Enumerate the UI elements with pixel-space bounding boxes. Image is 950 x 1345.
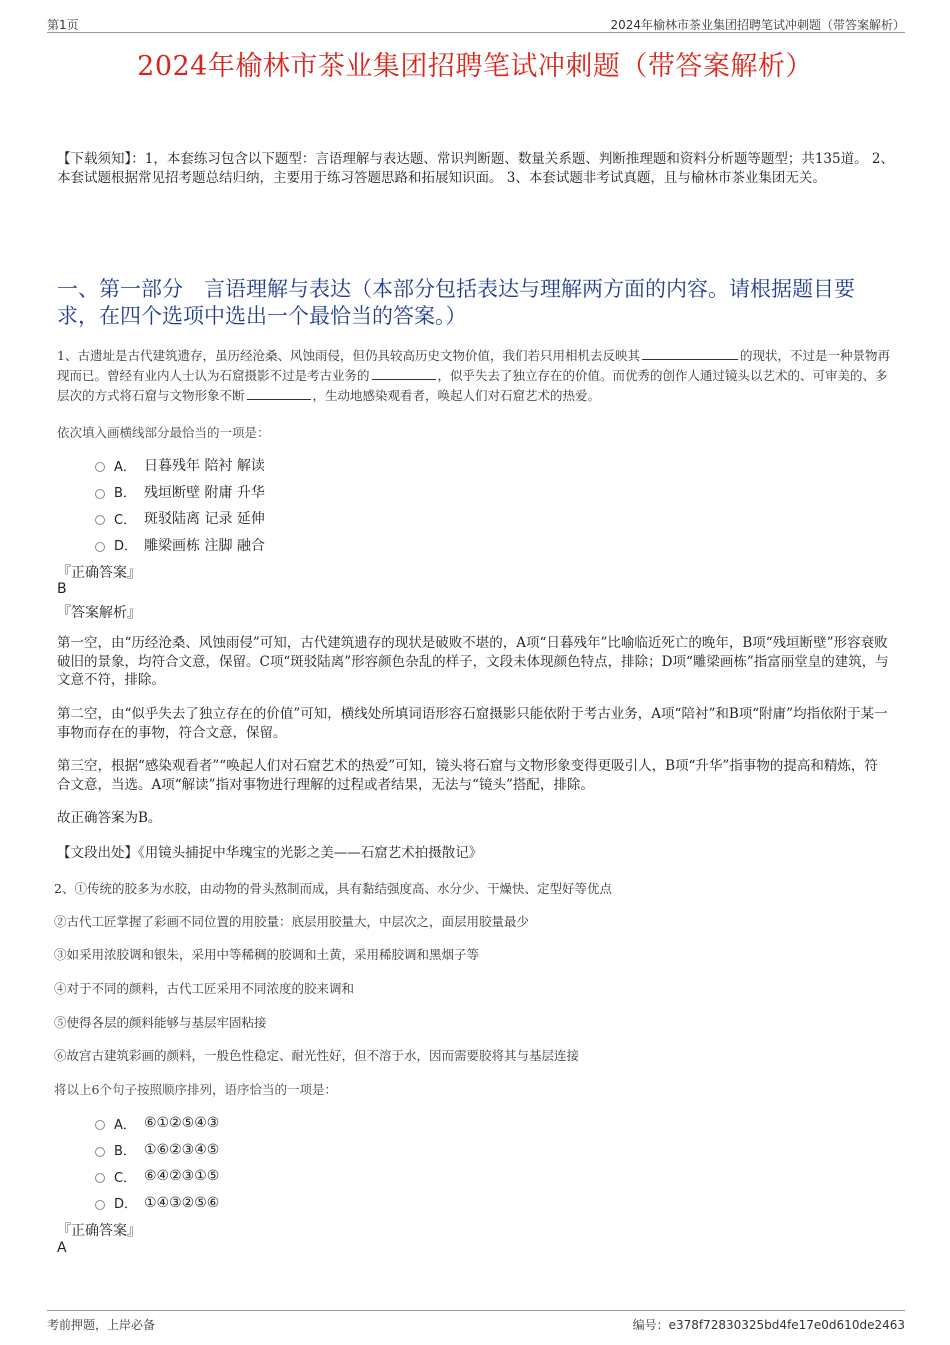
header-doc-title: 2024年榆林市茶业集团招聘笔试冲刺题（带答案解析） [610, 18, 905, 32]
option-text: 日暮残年 陪衬 解读 [144, 458, 265, 475]
question-1-text [57, 346, 890, 406]
page-number: 第1页 [47, 18, 79, 32]
radio-icon[interactable] [95, 462, 105, 472]
option-text: ⑥④②③①⑤ [144, 1168, 220, 1185]
question-1-prompt: 依次填入画横线部分最恰当的一项是： [57, 425, 270, 440]
option-text: 斑驳陆离 记录 延伸 [144, 511, 265, 528]
footer-slogan: 考前押题，上岸必备 [47, 1318, 156, 1332]
analysis-paragraph-3: 第三空，根据“感染观看者”“唤起人们对石窟艺术的热爱”可知，镜头将石窟与文物形象变得更吸引人，B项“升华”指事物的提高和精炼，符合文意，当选。A项“解读”指对事物进行理解的过程或者结果，无法与“镜头”搭配，排除。 [57, 758, 878, 793]
question-2-answer-label: 『正确答案』 [57, 1223, 141, 1239]
question-2-item-5: ⑤使得各层的颜料能够与基层牢固粘接 [54, 1015, 267, 1030]
radio-icon[interactable] [95, 1173, 105, 1183]
question-2-item-2: ②古代工匠掌握了彩画不同位置的用胶量：底层用胶量大，中层次之，面层用胶量最少 [54, 914, 530, 929]
option-letter: D． [114, 1197, 138, 1213]
section-title: 一、第一部分 言语理解与表达（本部分包括表达与理解两方面的内容。请根据题目要求，在四个选项中选出一个最恰当的答案。） [57, 277, 855, 328]
option-text: ⑥①②⑤④③ [144, 1115, 220, 1132]
page-header [47, 14, 905, 33]
question-1-text-part-b: 的现状，不过是一种景物再现而已。曾经有业内人士认为石窟摄影不过是考古业务的 [57, 348, 890, 383]
page-footer [47, 1310, 905, 1331]
question-1-text-part-d: ，生动地感染观看者，唤起人们对石窟艺术的热爱。 [312, 388, 601, 403]
question-1-options [95, 452, 265, 558]
option-letter: A． [114, 1117, 136, 1133]
download-notice: 【下载须知】：1，本套练习包含以下题型：言语理解与表达题、常识判断题、数量关系题、判断推理题和资料分析题等题型；共135道。 2、本套试题根据常见招考题总结归纳，主要用于练习答题思路和拓展知识面。 3、本套试题非考试真题，且与榆林市茶业集团无关。 [57, 151, 894, 186]
question-2-item-6: ⑥故宫古建筑彩画的颜料，一般色性稳定、耐光性好，但不溶于水，因而需要胶将其与基层连接 [54, 1048, 580, 1063]
radio-icon[interactable] [95, 489, 105, 499]
question-2-item-4: ④对于不同的颜料，古代工匠采用不同浓度的胶来调和 [54, 981, 355, 996]
document-title: 2024年榆林市茶业集团招聘笔试冲刺题（带答案解析） [137, 51, 813, 82]
option-letter: C． [114, 1170, 137, 1186]
option-letter: B． [114, 486, 136, 502]
analysis-paragraph-1: 第一空，由“历经沧桑、风蚀雨侵”可知，古代建筑遗存的现状是破败不堪的，A项“日暮残年”比喻临近死亡的晚年，B项“残垣断壁”形容衰败破旧的景象，均符合文意，保留。C项“斑驳陆离”形容颜色杂乱的样子，文段未体现颜色特点，排除；D项“雕梁画栋”指富丽堂皇的建筑，与文意不符，排除。 [57, 635, 889, 688]
option-b[interactable] [95, 479, 265, 506]
fill-blank [642, 347, 738, 360]
analysis-paragraph-2: 第二空，由“似乎失去了独立存在的价值”可知，横线处所填词语形容石窟摄影只能依附于考古业务，A项“陪衬”和B项“附庸”均指依附于某一事物而存在的事物，符合文意，保留。 [57, 706, 888, 741]
question-2-item-1: 2、①传统的胶多为水胶，由动物的骨头熬制而成，具有黏结强度高、水分少、干燥快、定型好等优点 [54, 881, 612, 896]
source-citation: 【文段出处】《用镜头捕捉中华瑰宝的光影之美——石窟艺术拍摄散记》 [57, 845, 483, 861]
question-1-answer-label: 『正确答案』 [57, 565, 141, 581]
option-letter: C． [114, 512, 137, 528]
question-2-item-3: ③如采用浓胶调和银朱，采用中等稀稠的胶调和土黄，采用稀胶调和黑烟子等 [54, 947, 480, 962]
option-a[interactable] [95, 452, 265, 479]
option-text: ①④③②⑤⑥ [144, 1194, 220, 1211]
option-c[interactable] [95, 505, 265, 532]
option-text: 雕梁画栋 注脚 融合 [144, 537, 265, 554]
option-c[interactable] [95, 1163, 219, 1190]
radio-icon[interactable] [95, 1200, 105, 1210]
option-text: 残垣断壁 附庸 升华 [144, 484, 265, 501]
question-2-options [95, 1110, 219, 1216]
radio-icon[interactable] [95, 1120, 105, 1130]
footer-serial: 编号：e378f72830325bd4fe17e0d610de2463 [632, 1318, 905, 1332]
question-1-text-part-c: ，似乎失去了独立存在的价值。而优秀的创作人通过镜头以艺术的、可审美的、多层次的方式将石窟与文物形象不断 [57, 368, 888, 403]
option-a[interactable] [95, 1110, 219, 1137]
option-b[interactable] [95, 1137, 219, 1164]
option-d[interactable] [95, 532, 265, 559]
fill-blank [247, 387, 311, 400]
analysis-conclusion: 故正确答案为B。 [57, 810, 162, 826]
radio-icon[interactable] [95, 1147, 105, 1157]
question-1-analysis-label: 『答案解析』 [57, 605, 141, 621]
option-text: ①⑥②③④⑤ [144, 1141, 220, 1158]
option-letter: A． [114, 459, 136, 475]
question-2-answer: A [57, 1240, 67, 1256]
radio-icon[interactable] [95, 515, 105, 525]
option-letter: D． [114, 539, 138, 555]
fill-blank [372, 367, 436, 380]
question-1-text-part-a: 1、古遗址是古代建筑遗存，虽历经沧桑、风蚀雨侵，但仍具较高历史文物价值，我们若只用相机去反映其 [57, 348, 640, 363]
question-1-answer: B [57, 581, 67, 597]
option-d[interactable] [95, 1190, 219, 1217]
option-letter: B． [114, 1144, 136, 1160]
question-2-prompt: 将以上6个句子按照顺序排列，语序恰当的一项是： [54, 1082, 337, 1097]
radio-icon[interactable] [95, 542, 105, 552]
